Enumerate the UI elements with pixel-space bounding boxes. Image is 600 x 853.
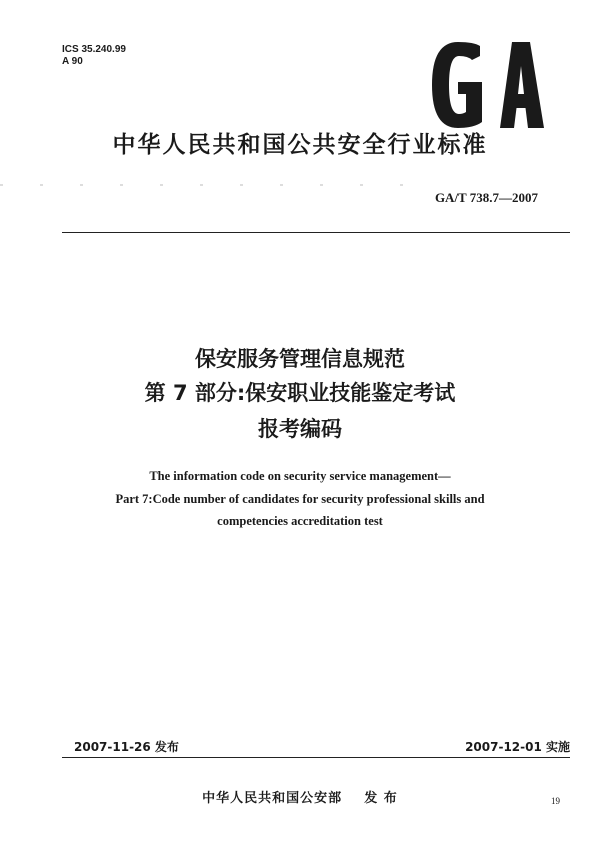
header-rule [62,232,570,233]
title-en-line-2: Part 7:Code number of candidates for security professional skills and [115,492,485,506]
ga-logo [430,42,546,128]
standard-category-title: 中华人民共和国公共安全行业标准 [112,132,488,158]
classification-codes [62,44,126,68]
ccs-code: A 90 [62,56,83,67]
scan-artifact-line [0,184,420,186]
ga-logo-graphic [430,42,546,128]
page-number: 19 [551,796,560,806]
title-zh-line-3: 报考编码 [258,417,342,441]
ics-code: ICS 35.240.99 [62,44,126,55]
title-en-line-3: competencies accreditation test [217,514,383,528]
issue-date: 2007-11-26 发布 [74,740,179,754]
title-en-line-1: The information code on security service management— [149,469,451,483]
publisher: 中华人民共和国公安部 发 布 [202,791,398,806]
title-zh-line-1: 保安服务管理信息规范 [195,347,405,371]
standard-code: GA/T 738.7—2007 [434,190,538,205]
implementation-date: 2007-12-01 实施 [465,740,570,754]
title-zh-line-2: 第 7 部分:保安职业技能鉴定考试 [144,381,456,405]
footer-rule [62,757,570,758]
